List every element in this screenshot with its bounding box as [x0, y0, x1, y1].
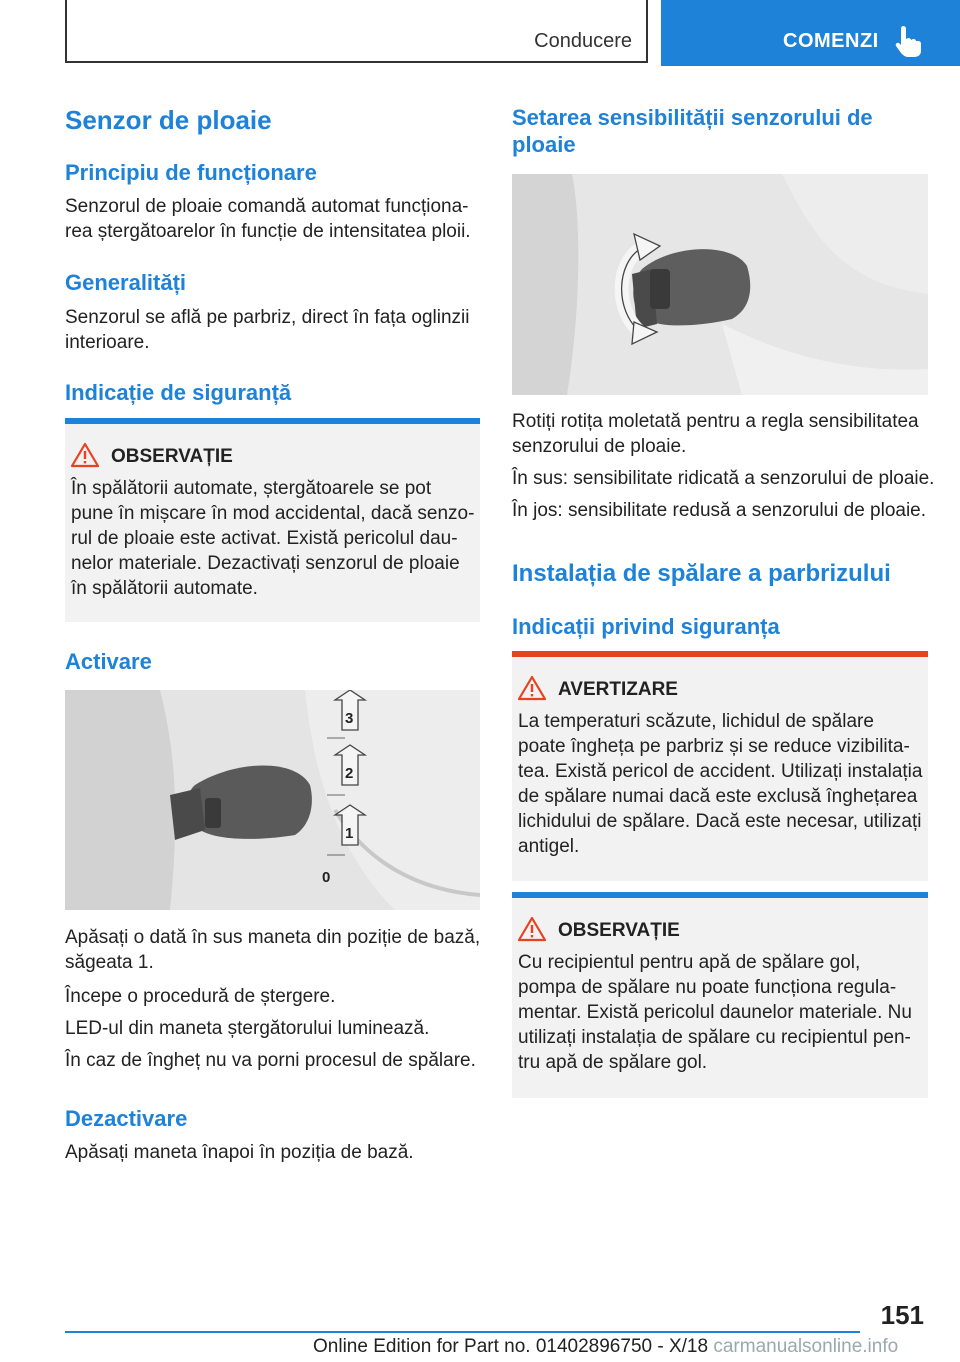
notice-bar: [65, 418, 480, 424]
notice2-line: Cu recipientul pentru apă de spălare gol,: [518, 952, 861, 973]
notice2-title: OBSERVAȚIE: [558, 920, 680, 941]
notice-body: [71, 476, 474, 601]
footer-brand[interactable]: carmanualsonline.info: [713, 1336, 899, 1357]
warning-line: lichidului de spălare. Dacă este necesar, utilizați: [518, 811, 922, 832]
warning-bar: [512, 651, 928, 657]
header-section-box: [65, 0, 648, 63]
deactivation-text: Apăsați maneta înapoi în poziția de bază.: [65, 1142, 414, 1163]
warning-line: de spălare numai dacă este exclusă înghețarea: [518, 786, 918, 807]
arrow-label-0: 0: [322, 869, 331, 886]
sensitivity-heading-2: ploaie: [512, 132, 576, 157]
warning-line: La temperaturi scăzute, lichidul de spălare: [518, 711, 874, 732]
notice2-line: pompa de spălare nu poate funcționa regula-: [518, 977, 897, 998]
sensitivity-heading-1: Setarea sensibilității senzorului de: [512, 105, 873, 130]
principle-text-2: rea ștergătoarelor în funcție de intensitatea ploii.: [65, 221, 471, 242]
general-text-1: Senzorul se află pe parbriz, direct în fața oglinzii: [65, 307, 470, 328]
notice2-bar: [512, 892, 928, 898]
washer-safety-heading: Indicații privind siguranța: [512, 614, 780, 639]
notice2-body: [518, 950, 912, 1075]
footer-rule: [65, 1331, 860, 1333]
principle-text-1: Senzorul de ploaie comandă automat funcționa-: [65, 196, 469, 217]
footer-edition: [313, 1336, 898, 1358]
activation-text-2: săgeata 1.: [65, 952, 154, 973]
activation-p3: LED-ul din maneta ștergătorului luminează.: [65, 1018, 430, 1039]
notice-line: în spălătorii automate.: [71, 578, 258, 599]
warning-triangle-icon: [71, 442, 99, 468]
activation-heading: Activare: [65, 649, 152, 674]
notice2-box: [512, 892, 928, 1098]
warning-title: AVERTIZARE: [558, 679, 678, 700]
warning-box: [512, 651, 928, 881]
activation-text-1: Apăsați o dată în sus maneta din poziție de bază,: [65, 927, 481, 948]
notice2-line: utilizați instalația de spălare cu recipientul pen-: [518, 1027, 911, 1048]
hand-pointer-icon: [895, 24, 923, 58]
general-text-2: interioare.: [65, 332, 150, 353]
sensitivity-up: În sus: sensibilitate ridicată a senzorului de ploaie.: [512, 468, 935, 489]
tab-label: COMENZI: [783, 30, 879, 52]
principle-heading: Principiu de funcționare: [65, 160, 317, 185]
arrow-label-1: 1: [345, 825, 354, 842]
notice-line: În spălătorii automate, ștergătoarele se pot: [71, 478, 432, 499]
notice2-line: mentar. Există pericolul daunelor materiale. Nu: [518, 1002, 912, 1023]
safety-heading: Indicație de siguranță: [65, 380, 292, 405]
warning-triangle-icon: [518, 916, 546, 942]
wiper-lever-illustration: [65, 690, 480, 910]
edition-text: Online Edition for Part no. 01402896750 - X/18: [313, 1336, 709, 1357]
page-number: 151: [880, 1300, 924, 1330]
washer-heading: Instalația de spălare a parbrizului: [512, 560, 891, 587]
sensitivity-text-1: Rotiți rotița moletată pentru a regla sensibilitatea: [512, 411, 919, 432]
arrow-label-2: 2: [345, 765, 354, 782]
page-title: Senzor de ploaie: [65, 105, 272, 135]
sensitivity-text-2: senzorului de ploaie.: [512, 436, 687, 457]
section-title: Conducere: [534, 30, 632, 52]
arrow-label-3: 3: [345, 710, 354, 727]
general-heading: Generalități: [65, 270, 187, 295]
notice-line: rul de ploaie este activat. Există pericolul dau-: [71, 528, 458, 549]
notice-line: pune în mișcare în mod accidental, dacă senzo-: [71, 503, 475, 524]
warning-line: antigel.: [518, 836, 580, 857]
activation-p2: Începe o procedură de ștergere.: [65, 986, 336, 1007]
notice2-line: tru apă de spălare gol.: [518, 1052, 708, 1073]
notice-line: nelor materiale. Dezactivați senzorul de ploaie: [71, 553, 460, 574]
warning-line: poate îngheța pe parbriz și se reduce vizibilita-: [518, 736, 910, 757]
sensitivity-down: În jos: sensibilitate redusă a senzorului de ploaie.: [512, 500, 927, 521]
knurled-wheel-illustration: [512, 174, 928, 395]
activation-illustration: [65, 690, 480, 910]
warning-triangle-icon: [518, 675, 546, 701]
sensitivity-illustration: [512, 174, 928, 395]
tab-comenzi[interactable]: [661, 0, 960, 66]
warning-line: tea. Există pericol de accident. Utilizați instalația: [518, 761, 923, 782]
notice-box: [65, 418, 480, 622]
activation-p4: În caz de îngheț nu va porni procesul de spălare.: [65, 1050, 476, 1071]
warning-body: [518, 709, 922, 859]
notice-title: OBSERVAȚIE: [111, 446, 233, 467]
deactivation-heading: Dezactivare: [65, 1106, 188, 1131]
